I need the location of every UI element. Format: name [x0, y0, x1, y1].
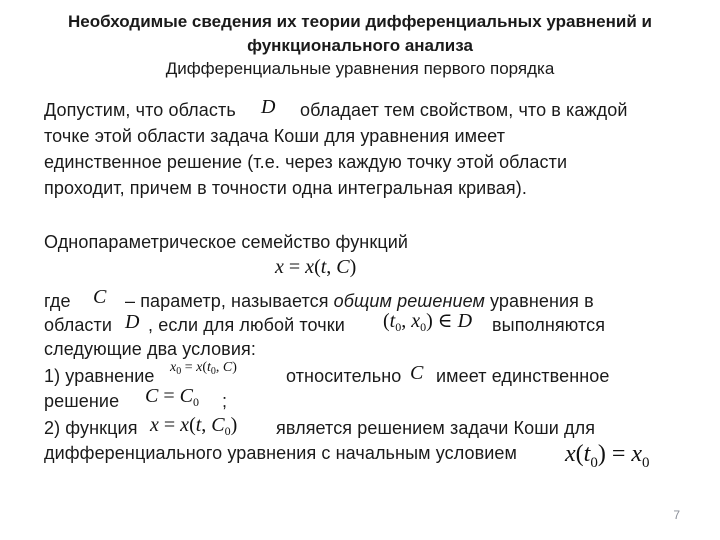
- formula-domain-d: D: [261, 96, 276, 118]
- para1-line2: точке этой области задача Коши для уравнения имеет: [44, 126, 506, 146]
- para2-unique: имеет единственное: [436, 366, 610, 386]
- param-text-end: уравнения в: [490, 291, 594, 311]
- title-line-2: функционального анализа: [247, 36, 473, 55]
- para2-hold: выполняются: [492, 315, 606, 335]
- para2-any-point: , если для любой точки: [148, 315, 345, 335]
- formula-point-in-d: ($t_0$, $x_0$) ∈ D: [383, 310, 473, 334]
- para2-region: области: [44, 315, 113, 335]
- para2-cauchy: является решением задачи Коши для: [276, 418, 596, 438]
- para1-line3: единственное решение (т.е. через каждую точку этой области: [44, 152, 568, 172]
- general-solution-term: общим решением: [333, 291, 485, 311]
- formula-function-c0: x = x(t, $C_0$): [150, 414, 238, 438]
- slide-subtitle: Дифференциальные уравнения первого порядка: [165, 59, 555, 78]
- slide-title: [40, 10, 680, 58]
- para2-line2-rest: [125, 288, 594, 314]
- formula-param-c: C: [93, 286, 107, 308]
- formula-region-d: D: [125, 311, 140, 333]
- page-number: 7: [673, 508, 680, 522]
- formula-cond1: $x_0 = x(t_0$, C): [170, 360, 237, 377]
- para2-cond2-start: 2) функция: [44, 418, 138, 438]
- para2-where: где: [44, 291, 71, 311]
- para1-line1-start: Допустим, что область: [44, 100, 236, 120]
- para2-cond1-start: 1) уравнение: [44, 366, 155, 386]
- title-line-1: Необходимые сведения их теории дифференциальных уравнений и: [68, 12, 652, 31]
- para1-line4: проходит, причем в точности одна интегральная кривая).: [44, 178, 527, 198]
- para2-semicolon: ;: [222, 391, 228, 411]
- formula-initial-condition: $x(t_0) = x_0$: [565, 441, 650, 471]
- param-text: – параметр, называется: [125, 291, 329, 311]
- para2-line1: Однопараметрическое семейство функций: [44, 232, 409, 252]
- formula-cond1-c: C: [410, 362, 424, 384]
- para2-line8: дифференциального уравнения с начальным условием: [44, 443, 518, 463]
- para2-line4: следующие два условия:: [44, 339, 256, 359]
- para2-relative: относительно: [286, 366, 402, 386]
- para1-line1-end: обладает тем свойством, что в каждой: [300, 100, 628, 120]
- para2-solution: решение: [44, 391, 120, 411]
- formula-family: x = x(t, C): [275, 256, 357, 278]
- formula-c-equals-c0: $C = C_0$: [145, 385, 199, 409]
